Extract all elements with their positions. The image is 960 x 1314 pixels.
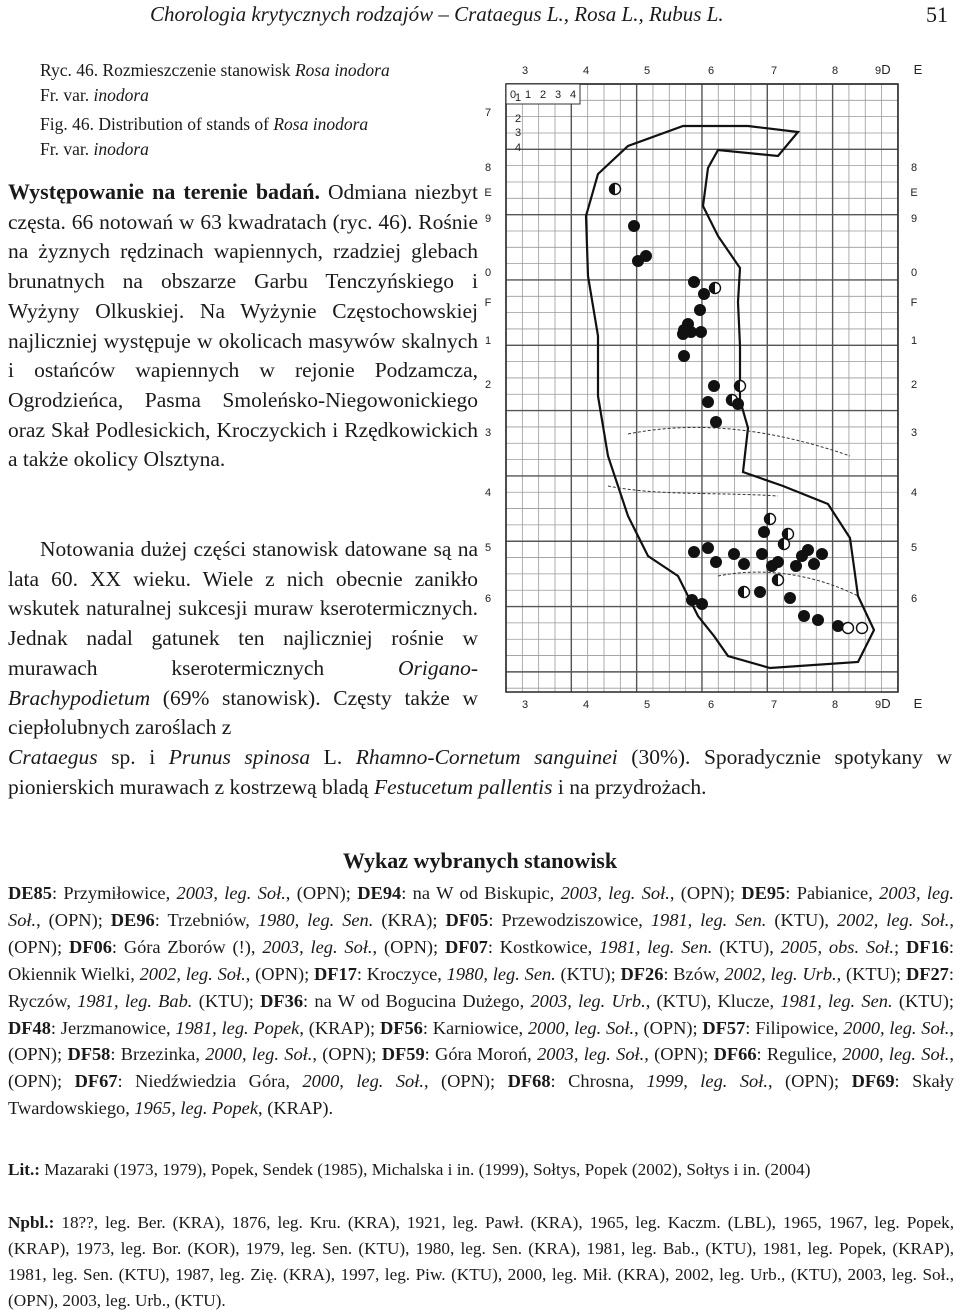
notes-paragraph: Notowania dużej części stanowisk datowane są na lata 60. XX wieku. Wiele z nich obecnie zanikło wskutek naturalnej sukcesji muraw kserotermicznych. Jednak nadal gatunek ten najliczniej rośnie w murawach kserotermicznych Origano-Brachypodietum (69% stanowisk). Częsty także w ciepłolubnych zaroślach z xyxy=(8,537,478,740)
stand-marker-filled xyxy=(696,327,707,338)
bottom-axis-label: 8 xyxy=(831,699,839,711)
legend-digit: 2 xyxy=(539,89,547,101)
stand-marker-filled xyxy=(809,559,820,570)
literature-note: Lit.: Mazaraki (1973, 1979), Popek, Sendek (1985), Michalska i in. (1999), Sołtys, Popek (2002), Sołtys i in. (2004) xyxy=(8,1160,811,1179)
left-axis-label: 8 xyxy=(484,162,492,174)
right-axis-label: 5 xyxy=(910,542,918,554)
right-axis-label: 6 xyxy=(910,593,918,605)
running-title: Chorologia krytycznych rodzajów – Crataegus L., Rosa L., Rubus L. xyxy=(150,2,724,26)
stand-marker-filled xyxy=(711,417,722,428)
stand-marker-filled xyxy=(703,543,714,554)
stand-marker-filled xyxy=(695,305,706,316)
bottom-axis-label: 7 xyxy=(770,699,778,711)
left-axis-label: 1 xyxy=(484,335,492,347)
section-title: Wykaz wybranych stanowisk xyxy=(342,848,618,873)
stand-marker-open xyxy=(843,623,854,634)
stand-marker-filled xyxy=(813,615,824,626)
caption-english: Fig. 46. Distribution of stands of Rosa inodora Fr. var. inodora xyxy=(40,114,369,159)
distribution-map xyxy=(478,56,928,716)
stand-marker-filled xyxy=(711,557,722,568)
stand-marker-filled xyxy=(687,595,698,606)
stand-marker-filled xyxy=(755,587,766,598)
right-axis-label: F xyxy=(910,297,918,309)
bottom-axis-label: 3 xyxy=(521,699,529,711)
bottom-axis-label: 9 xyxy=(874,699,882,711)
caption-polish: Ryc. 46. Rozmieszczenie stanowisk Rosa inodora Fr. var. inodora xyxy=(40,60,390,105)
left-axis-label: 3 xyxy=(484,427,492,439)
stand-marker-filled xyxy=(833,621,844,632)
bottom-axis-label: D xyxy=(881,696,891,711)
legend-digit: 0 xyxy=(509,89,517,101)
stand-marker-filled xyxy=(785,593,796,604)
legend-digit: 1 xyxy=(524,89,532,101)
stand-marker-filled xyxy=(689,547,700,558)
province-boundary xyxy=(608,486,778,496)
left-axis-label: 9 xyxy=(484,213,492,225)
stand-marker-filled xyxy=(679,351,690,362)
left-axis-label: 4 xyxy=(484,487,492,499)
stand-marker-filled xyxy=(797,551,808,562)
stand-marker-filled xyxy=(759,527,770,538)
notes-paragraph-continued: Crataegus sp. i Prunus spinosa L. Rhamno-Cornetum sanguinei (30%). Sporadycznie spotykany w pionierskich murawach z kostrzewą bladą Festucetum pallentis i na przydrożach. xyxy=(8,745,952,799)
right-axis-label: 1 xyxy=(910,335,918,347)
left-axis-label: 1 xyxy=(514,92,522,104)
left-axis-label: 7 xyxy=(484,107,492,119)
left-axis-label: 6 xyxy=(484,593,492,605)
right-axis-label: 9 xyxy=(910,213,918,225)
left-axis-label: 2 xyxy=(484,379,492,391)
top-axis-label: D xyxy=(881,62,891,77)
stand-marker-filled xyxy=(757,549,768,560)
left-axis-label: 5 xyxy=(484,542,492,554)
stand-marker-filled xyxy=(686,327,697,338)
left-axis-label: 3 xyxy=(514,127,522,139)
bottom-axis-label: 5 xyxy=(643,699,651,711)
bottom-axis-label: 6 xyxy=(707,699,715,711)
running-header xyxy=(0,2,960,32)
right-axis-label: 0 xyxy=(910,267,918,279)
top-axis-label: 3 xyxy=(521,65,529,77)
stand-marker-open xyxy=(857,623,868,634)
stand-marker-filled xyxy=(739,559,750,570)
unpublished-note: Npbl.: 18??, leg. Ber. (KRA), 1876, leg. Kru. (KRA), 1921, leg. Pawł. (KRA), 1965, leg. Kaczm. (LBL), 1965, 1967, leg. Popek, (KRAP), 1973, leg. Bor. (KOR), 1979, leg. Sen. (KTU), 1980, leg. Sen. (KRA), 1981, leg. Bab., (KTU), 1981, leg. Popek, (KRAP), 1981, leg. Sen. (KTU), 1987, leg. Zię. (KRA), 1997, leg. Piw. (KTU), 2000, leg. Mił. (KRA), 2002, leg. Urb., (KTU), 2003, leg. Soł., (OPN), 2003, leg. Urb., (KTU). xyxy=(8,1213,954,1310)
occurrence-heading: Występowanie na terenie badań. xyxy=(8,179,321,204)
stand-marker-filled xyxy=(703,397,714,408)
right-axis-label: 2 xyxy=(910,379,918,391)
stand-marker-filled xyxy=(699,289,710,300)
bottom-axis-label: E xyxy=(913,696,923,711)
top-axis-label: 7 xyxy=(770,65,778,77)
stand-marker-filled xyxy=(641,251,652,262)
stand-marker-filled xyxy=(629,221,640,232)
right-axis-label: 4 xyxy=(910,487,918,499)
right-axis-label: E xyxy=(910,187,918,199)
right-axis-label: 8 xyxy=(910,162,918,174)
stand-marker-filled xyxy=(729,549,740,560)
stand-marker-filled xyxy=(709,381,720,392)
stand-marker-filled xyxy=(767,561,778,572)
top-axis-label: 9 xyxy=(874,65,882,77)
stands-list: DE85: Przymiłowice, 2003, leg. Soł., (OPN); DE94: na W od Biskupic, 2003, leg. Soł., (OPN); DE95: Pabianice, 2003, leg. Soł., (OPN); DE96: Trzebniów, 1980, leg. Sen. (KRA); DF05: Przewodziszowice, 1981, leg. Sen. (KTU), 2002, leg. Soł., (OPN); DF06: Góra Zborów (!), 2003, leg. Soł., (OPN); DF07: Kostkowice, 1981, leg. Sen. (KTU), 2005, obs. Soł.; DF16: Okiennik Wielki, 2002, leg. Soł., (OPN); DF17: Kroczyce, 1980, leg. Sen. (KTU); DF26: Bzów, 2002, leg. Urb., (KTU); DF27: Ryczów, 1981, leg. Bab. (KTU); DF36: na W od Bogucina Dużego, 2003, leg. Urb., (KTU), Klucze, 1981, leg. Sen. (KTU); DF48: Jerzmanowice, 1981, leg. Popek, (KRAP); DF56: Karniowice, 2000, leg. Soł., (OPN); DF57: Filipowice, 2000, leg. Soł., (OPN); DF58: Brzezinka, 2000, leg. Soł., (OPN); DF59: Góra Moroń, 2003, leg. Soł., (OPN); DF66: Regulice, 2000, leg. Soł., (OPN); DF67: Niedźwiedzia Góra, 2000, leg. Soł., (OPN); DF68: Chrosna, 1999, leg. Soł., (OPN); DF69: Skały Twardowskiego, 1965, leg. Popek, (KRAP). xyxy=(8,883,955,1119)
figure-caption xyxy=(40,58,480,162)
province-boundary xyxy=(628,427,850,456)
top-axis-label: 5 xyxy=(643,65,651,77)
occurrence-paragraph: Występowanie na terenie badań. Odmiana niezbyt częsta. 66 notowań w 63 kwadratach (ryc. 46). Rośnie na żyznych rędzinach wapiennych, rzadziej glebach brunatnych na obszarze Garbu Tenczyńskiego i Wyżyny Olkuskiej. Na Wyżynie Częstochowskiej najliczniej występuje w okolicach masywów skalnych i ostańców wapiennych w rejonie Podzamcza, Ogrodzieńca, Pasma Smoleńsko-Niegowonickiego oraz Skał Podlesickich, Kroczyckich i Rzędkowickich a także okolicy Olsztyna. xyxy=(8,179,478,472)
stand-marker-filled xyxy=(733,399,744,410)
left-axis-label: 4 xyxy=(514,142,522,154)
top-axis-label: 6 xyxy=(707,65,715,77)
stand-marker-filled xyxy=(791,561,802,572)
stand-marker-filled xyxy=(689,277,700,288)
stand-marker-filled xyxy=(799,611,810,622)
left-axis-label: 2 xyxy=(514,113,522,125)
top-axis-label: 4 xyxy=(582,65,590,77)
stand-marker-filled xyxy=(817,549,828,560)
top-axis-label: E xyxy=(913,62,923,77)
left-axis-label: 0 xyxy=(484,267,492,279)
legend-digit: 4 xyxy=(569,89,577,101)
left-axis-label: E xyxy=(484,187,492,199)
legend-digit: 3 xyxy=(554,89,562,101)
bottom-axis-label: 4 xyxy=(582,699,590,711)
page-number: 51 xyxy=(926,2,948,27)
left-axis-label: F xyxy=(484,297,492,309)
top-axis-label: 8 xyxy=(831,65,839,77)
stand-marker-filled xyxy=(697,599,708,610)
right-axis-label: 3 xyxy=(910,427,918,439)
